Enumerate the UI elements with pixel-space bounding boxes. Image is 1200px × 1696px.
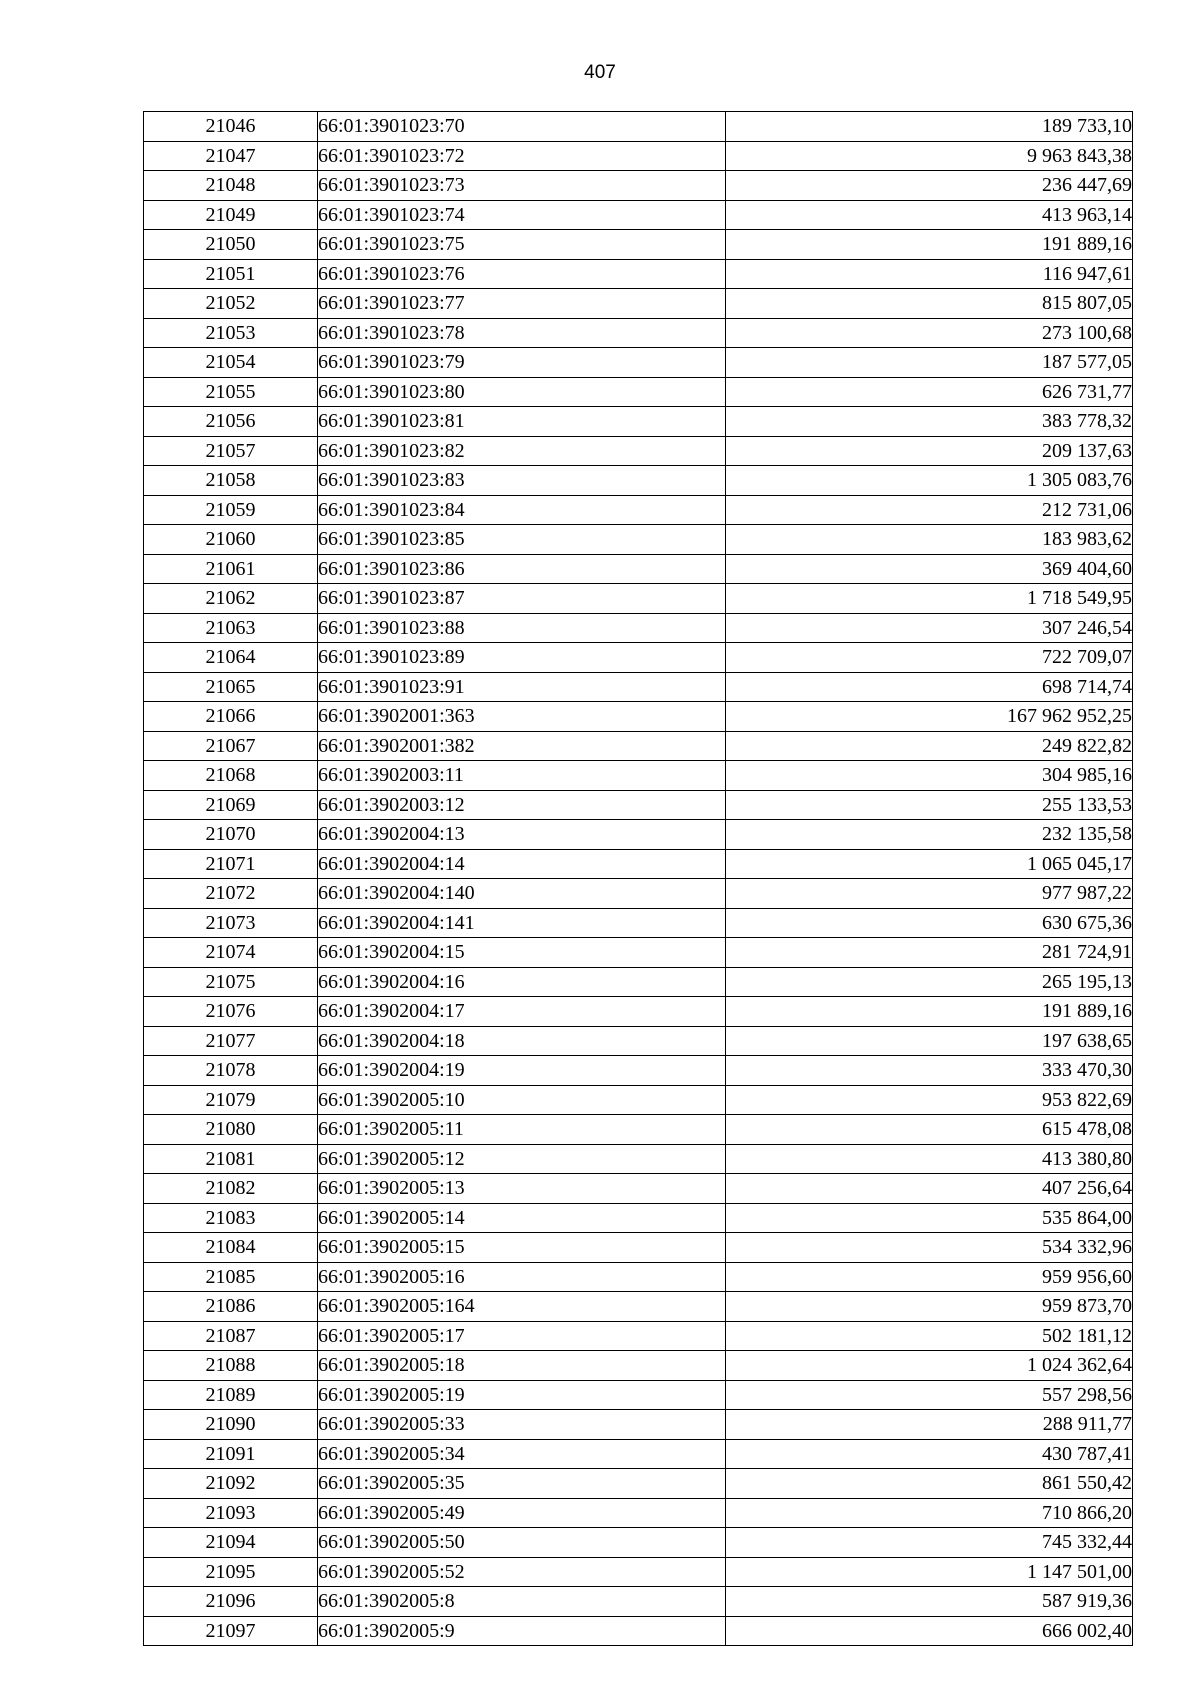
- cadastral-number-cell: 66:01:3902005:18: [318, 1351, 726, 1381]
- cadastral-value-cell: 212 731,06: [726, 495, 1133, 525]
- row-number-cell: 21063: [144, 613, 318, 643]
- table-row: [144, 997, 1133, 1027]
- cadastral-value-cell: 167 962 952,25: [726, 702, 1133, 732]
- cadastral-value-cell: 249 822,82: [726, 731, 1133, 761]
- row-number-cell: 21061: [144, 554, 318, 584]
- row-number-cell: 21075: [144, 967, 318, 997]
- table-row: [144, 1085, 1133, 1115]
- cadastral-number-cell: 66:01:3902001:382: [318, 731, 726, 761]
- cadastral-value-cell: 281 724,91: [726, 938, 1133, 968]
- cadastral-number-cell: 66:01:3902005:9: [318, 1616, 726, 1646]
- table-row: [144, 1351, 1133, 1381]
- cadastral-number-cell: 66:01:3901023:77: [318, 289, 726, 319]
- table-row: [144, 407, 1133, 437]
- row-number-cell: 21076: [144, 997, 318, 1027]
- cadastral-value-cell: 626 731,77: [726, 377, 1133, 407]
- row-number-cell: 21097: [144, 1616, 318, 1646]
- table-row: [144, 1292, 1133, 1322]
- table-row: [144, 318, 1133, 348]
- row-number-cell: 21053: [144, 318, 318, 348]
- cadastral-value-cell: 288 911,77: [726, 1410, 1133, 1440]
- row-number-cell: 21047: [144, 141, 318, 171]
- table-row: [144, 820, 1133, 850]
- row-number-cell: 21060: [144, 525, 318, 555]
- table-row: [144, 849, 1133, 879]
- cadastral-number-cell: 66:01:3902004:141: [318, 908, 726, 938]
- table-row: [144, 466, 1133, 496]
- cadastral-number-cell: 66:01:3901023:86: [318, 554, 726, 584]
- cadastral-value-cell: 502 181,12: [726, 1321, 1133, 1351]
- row-number-cell: 21062: [144, 584, 318, 614]
- cadastral-value-cell: 191 889,16: [726, 230, 1133, 260]
- table-row: [144, 1439, 1133, 1469]
- cadastral-value-cell: 413 963,14: [726, 200, 1133, 230]
- row-number-cell: 21052: [144, 289, 318, 319]
- cadastral-value-cell: 745 332,44: [726, 1528, 1133, 1558]
- table-row: [144, 790, 1133, 820]
- cadastral-value-cell: 535 864,00: [726, 1203, 1133, 1233]
- row-number-cell: 21070: [144, 820, 318, 850]
- table-row: [144, 731, 1133, 761]
- cadastral-number-cell: 66:01:3902004:17: [318, 997, 726, 1027]
- table-row: [144, 1233, 1133, 1263]
- cadastral-value-cell: 959 873,70: [726, 1292, 1133, 1322]
- table-row: [144, 1498, 1133, 1528]
- cadastral-number-cell: 66:01:3902004:19: [318, 1056, 726, 1086]
- cadastral-number-cell: 66:01:3902005:33: [318, 1410, 726, 1440]
- cadastral-number-cell: 66:01:3901023:70: [318, 112, 726, 142]
- cadastral-number-cell: 66:01:3902001:363: [318, 702, 726, 732]
- cadastral-value-cell: 1 024 362,64: [726, 1351, 1133, 1381]
- row-number-cell: 21081: [144, 1144, 318, 1174]
- table-row: [144, 1174, 1133, 1204]
- table-row: [144, 1616, 1133, 1646]
- table-row: [144, 761, 1133, 791]
- row-number-cell: 21058: [144, 466, 318, 496]
- row-number-cell: 21064: [144, 643, 318, 673]
- table-row: [144, 879, 1133, 909]
- row-number-cell: 21073: [144, 908, 318, 938]
- cadastral-value-cell: 630 675,36: [726, 908, 1133, 938]
- cadastral-number-cell: 66:01:3902005:34: [318, 1439, 726, 1469]
- table-row: [144, 1262, 1133, 1292]
- cadastral-number-cell: 66:01:3901023:85: [318, 525, 726, 555]
- table-row: [144, 1321, 1133, 1351]
- row-number-cell: 21054: [144, 348, 318, 378]
- cadastral-number-cell: 66:01:3902005:13: [318, 1174, 726, 1204]
- row-number-cell: 21078: [144, 1056, 318, 1086]
- row-number-cell: 21085: [144, 1262, 318, 1292]
- cadastral-number-cell: 66:01:3902005:12: [318, 1144, 726, 1174]
- table-row: [144, 1410, 1133, 1440]
- cadastral-value-cell: 1 718 549,95: [726, 584, 1133, 614]
- cadastral-value-cell: 587 919,36: [726, 1587, 1133, 1617]
- row-number-cell: 21093: [144, 1498, 318, 1528]
- cadastral-number-cell: 66:01:3901023:78: [318, 318, 726, 348]
- table-row: [144, 1528, 1133, 1558]
- table-row: [144, 1587, 1133, 1617]
- cadastral-value-cell: 304 985,16: [726, 761, 1133, 791]
- cadastral-value-cell: 1 305 083,76: [726, 466, 1133, 496]
- row-number-cell: 21096: [144, 1587, 318, 1617]
- row-number-cell: 21087: [144, 1321, 318, 1351]
- cadastral-value-cell: 615 478,08: [726, 1115, 1133, 1145]
- table-row: [144, 1557, 1133, 1587]
- row-number-cell: 21051: [144, 259, 318, 289]
- cadastral-number-cell: 66:01:3902005:35: [318, 1469, 726, 1499]
- row-number-cell: 21050: [144, 230, 318, 260]
- table-row: [144, 495, 1133, 525]
- table-row: [144, 1144, 1133, 1174]
- cadastral-value-cell: 953 822,69: [726, 1085, 1133, 1115]
- table-row: [144, 348, 1133, 378]
- cadastral-number-cell: 66:01:3902003:11: [318, 761, 726, 791]
- cadastral-number-cell: 66:01:3901023:89: [318, 643, 726, 673]
- table-row: [144, 643, 1133, 673]
- cadastral-value-cell: 307 246,54: [726, 613, 1133, 643]
- cadastral-number-cell: 66:01:3901023:81: [318, 407, 726, 437]
- row-number-cell: 21091: [144, 1439, 318, 1469]
- table-row: [144, 436, 1133, 466]
- row-number-cell: 21090: [144, 1410, 318, 1440]
- cadastral-number-cell: 66:01:3902004:13: [318, 820, 726, 850]
- row-number-cell: 21094: [144, 1528, 318, 1558]
- row-number-cell: 21049: [144, 200, 318, 230]
- cadastral-value-cell: 187 577,05: [726, 348, 1133, 378]
- cadastral-value-cell: 959 956,60: [726, 1262, 1133, 1292]
- cadastral-number-cell: 66:01:3901023:88: [318, 613, 726, 643]
- cadastral-value-cell: 383 778,32: [726, 407, 1133, 437]
- cadastral-number-cell: 66:01:3902004:15: [318, 938, 726, 968]
- table-row: [144, 289, 1133, 319]
- row-number-cell: 21069: [144, 790, 318, 820]
- cadastral-value-cell: 183 983,62: [726, 525, 1133, 555]
- registry-table-body: [144, 112, 1133, 1646]
- row-number-cell: 21068: [144, 761, 318, 791]
- cadastral-number-cell: 66:01:3901023:87: [318, 584, 726, 614]
- row-number-cell: 21056: [144, 407, 318, 437]
- cadastral-value-cell: 197 638,65: [726, 1026, 1133, 1056]
- row-number-cell: 21086: [144, 1292, 318, 1322]
- cadastral-number-cell: 66:01:3902005:17: [318, 1321, 726, 1351]
- cadastral-value-cell: 722 709,07: [726, 643, 1133, 673]
- table-row: [144, 1115, 1133, 1145]
- table-row: [144, 200, 1133, 230]
- table-row: [144, 938, 1133, 968]
- row-number-cell: 21055: [144, 377, 318, 407]
- cadastral-number-cell: 66:01:3902005:10: [318, 1085, 726, 1115]
- cadastral-value-cell: 191 889,16: [726, 997, 1133, 1027]
- cadastral-value-cell: 861 550,42: [726, 1469, 1133, 1499]
- cadastral-number-cell: 66:01:3901023:80: [318, 377, 726, 407]
- row-number-cell: 21082: [144, 1174, 318, 1204]
- cadastral-number-cell: 66:01:3902005:164: [318, 1292, 726, 1322]
- row-number-cell: 21080: [144, 1115, 318, 1145]
- cadastral-number-cell: 66:01:3902005:8: [318, 1587, 726, 1617]
- cadastral-value-cell: 1 065 045,17: [726, 849, 1133, 879]
- row-number-cell: 21072: [144, 879, 318, 909]
- cadastral-number-cell: 66:01:3901023:72: [318, 141, 726, 171]
- cadastral-value-cell: 116 947,61: [726, 259, 1133, 289]
- table-row: [144, 613, 1133, 643]
- row-number-cell: 21077: [144, 1026, 318, 1056]
- row-number-cell: 21083: [144, 1203, 318, 1233]
- row-number-cell: 21057: [144, 436, 318, 466]
- table-row: [144, 672, 1133, 702]
- row-number-cell: 21092: [144, 1469, 318, 1499]
- cadastral-value-cell: 698 714,74: [726, 672, 1133, 702]
- table-row: [144, 1469, 1133, 1499]
- cadastral-value-cell: 413 380,80: [726, 1144, 1133, 1174]
- table-row: [144, 1203, 1133, 1233]
- table-row: [144, 112, 1133, 142]
- table-row: [144, 554, 1133, 584]
- registry-table: [143, 111, 1133, 1646]
- cadastral-value-cell: 407 256,64: [726, 1174, 1133, 1204]
- cadastral-number-cell: 66:01:3902005:49: [318, 1498, 726, 1528]
- cadastral-value-cell: 369 404,60: [726, 554, 1133, 584]
- table-row: [144, 525, 1133, 555]
- row-number-cell: 21066: [144, 702, 318, 732]
- row-number-cell: 21079: [144, 1085, 318, 1115]
- row-number-cell: 21048: [144, 171, 318, 201]
- cadastral-number-cell: 66:01:3901023:79: [318, 348, 726, 378]
- cadastral-number-cell: 66:01:3902005:15: [318, 1233, 726, 1263]
- row-number-cell: 21065: [144, 672, 318, 702]
- table-row: [144, 967, 1133, 997]
- cadastral-value-cell: 333 470,30: [726, 1056, 1133, 1086]
- cadastral-number-cell: 66:01:3902005:16: [318, 1262, 726, 1292]
- cadastral-value-cell: 209 137,63: [726, 436, 1133, 466]
- row-number-cell: 21089: [144, 1380, 318, 1410]
- cadastral-number-cell: 66:01:3901023:91: [318, 672, 726, 702]
- cadastral-value-cell: 977 987,22: [726, 879, 1133, 909]
- cadastral-number-cell: 66:01:3901023:74: [318, 200, 726, 230]
- cadastral-value-cell: 534 332,96: [726, 1233, 1133, 1263]
- table-row: [144, 584, 1133, 614]
- cadastral-value-cell: 430 787,41: [726, 1439, 1133, 1469]
- cadastral-value-cell: 1 147 501,00: [726, 1557, 1133, 1587]
- cadastral-number-cell: 66:01:3901023:84: [318, 495, 726, 525]
- cadastral-number-cell: 66:01:3901023:82: [318, 436, 726, 466]
- cadastral-number-cell: 66:01:3902004:14: [318, 849, 726, 879]
- table-row: [144, 230, 1133, 260]
- row-number-cell: 21084: [144, 1233, 318, 1263]
- cadastral-value-cell: 557 298,56: [726, 1380, 1133, 1410]
- row-number-cell: 21074: [144, 938, 318, 968]
- cadastral-value-cell: 710 866,20: [726, 1498, 1133, 1528]
- row-number-cell: 21095: [144, 1557, 318, 1587]
- cadastral-value-cell: 255 133,53: [726, 790, 1133, 820]
- table-row: [144, 702, 1133, 732]
- cadastral-value-cell: 232 135,58: [726, 820, 1133, 850]
- cadastral-value-cell: 9 963 843,38: [726, 141, 1133, 171]
- cadastral-value-cell: 666 002,40: [726, 1616, 1133, 1646]
- cadastral-number-cell: 66:01:3901023:76: [318, 259, 726, 289]
- cadastral-number-cell: 66:01:3901023:73: [318, 171, 726, 201]
- row-number-cell: 21088: [144, 1351, 318, 1381]
- cadastral-number-cell: 66:01:3902005:14: [318, 1203, 726, 1233]
- cadastral-value-cell: 273 100,68: [726, 318, 1133, 348]
- table-row: [144, 141, 1133, 171]
- row-number-cell: 21059: [144, 495, 318, 525]
- cadastral-number-cell: 66:01:3902005:19: [318, 1380, 726, 1410]
- cadastral-number-cell: 66:01:3902004:18: [318, 1026, 726, 1056]
- cadastral-value-cell: 189 733,10: [726, 112, 1133, 142]
- table-row: [144, 377, 1133, 407]
- cadastral-number-cell: 66:01:3901023:83: [318, 466, 726, 496]
- cadastral-value-cell: 815 807,05: [726, 289, 1133, 319]
- cadastral-number-cell: 66:01:3902003:12: [318, 790, 726, 820]
- table-row: [144, 1026, 1133, 1056]
- page-number: 407: [584, 62, 616, 83]
- table-row: [144, 259, 1133, 289]
- cadastral-number-cell: 66:01:3902005:11: [318, 1115, 726, 1145]
- cadastral-number-cell: 66:01:3901023:75: [318, 230, 726, 260]
- cadastral-number-cell: 66:01:3902004:140: [318, 879, 726, 909]
- row-number-cell: 21067: [144, 731, 318, 761]
- table-row: [144, 171, 1133, 201]
- cadastral-value-cell: 265 195,13: [726, 967, 1133, 997]
- table-row: [144, 1380, 1133, 1410]
- cadastral-number-cell: 66:01:3902005:50: [318, 1528, 726, 1558]
- table-row: [144, 1056, 1133, 1086]
- cadastral-number-cell: 66:01:3902004:16: [318, 967, 726, 997]
- table-row: [144, 908, 1133, 938]
- row-number-cell: 21071: [144, 849, 318, 879]
- row-number-cell: 21046: [144, 112, 318, 142]
- cadastral-number-cell: 66:01:3902005:52: [318, 1557, 726, 1587]
- cadastral-value-cell: 236 447,69: [726, 171, 1133, 201]
